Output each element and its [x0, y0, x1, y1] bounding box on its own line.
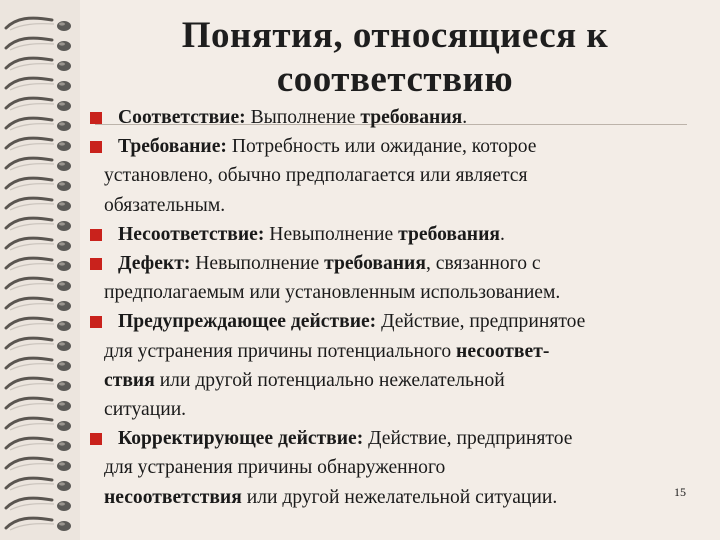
- term: Дефект:: [118, 253, 191, 275]
- term: Требование:: [118, 136, 227, 158]
- slide-title-line-1: Понятия, относящиеся к: [181, 15, 609, 56]
- binding-ring-icon: [4, 374, 78, 394]
- binding-ring-icon: [4, 334, 78, 354]
- binding-ring-icon: [4, 514, 78, 534]
- binding-ring-icon: [4, 74, 78, 94]
- binding-ring-icon: [4, 434, 78, 454]
- definition: Потребность или ожидание, которое: [226, 136, 537, 158]
- definition-emphasis: несоответствия: [104, 486, 242, 508]
- bullet-square-icon: [90, 229, 102, 241]
- binding-ring-icon: [4, 494, 78, 514]
- binding-ring-icon: [4, 454, 78, 474]
- binding-ring-icon: [4, 254, 78, 274]
- binding-ring-icon: [4, 114, 78, 134]
- binding-ring-icon: [4, 414, 78, 434]
- definition-continuation: [104, 483, 700, 512]
- binding-ring-icon: [4, 134, 78, 154]
- binding-ring-icon: [4, 394, 78, 414]
- definition-emphasis: требования: [398, 223, 500, 245]
- binding-ring-icon: [4, 54, 78, 74]
- definition-end: .: [499, 223, 505, 245]
- bullet-square-icon: [90, 316, 102, 328]
- definition-emphasis: требования: [324, 253, 426, 275]
- definition-continuation: ситуации.: [104, 399, 187, 421]
- binding-ring-icon: [4, 14, 78, 34]
- definition: Выполнение: [245, 107, 361, 128]
- slide-title-line-2: соответствию: [276, 59, 514, 100]
- bullet-square-icon: [90, 112, 102, 124]
- list-item: [90, 424, 700, 512]
- binding-ring-icon: [4, 474, 78, 494]
- definition-continuation: [104, 337, 700, 366]
- page-number: 15: [674, 485, 686, 499]
- definition: Невыполнение: [264, 223, 399, 245]
- binding-ring-icon: [4, 214, 78, 234]
- bullet-square-icon: [90, 258, 102, 270]
- definition-emphasis: требования: [360, 107, 463, 128]
- binding-ring-icon: [4, 174, 78, 194]
- definition-text: для устранения причины потенциального: [104, 340, 457, 362]
- definition-continuation: установлено, обычно предполагается или является: [104, 165, 528, 187]
- definition-continuation: предполагаемым или установленным использованием.: [104, 282, 561, 304]
- definition-continuation: для устранения причины обнаруженного: [104, 457, 446, 479]
- binding-ring-icon: [4, 34, 78, 54]
- term: Соответствие:: [118, 107, 246, 128]
- list-item: [90, 249, 700, 307]
- definition-text: или другой потенциально нежелательной: [154, 369, 505, 391]
- binding-ring-icon: [4, 234, 78, 254]
- list-item: [90, 103, 700, 132]
- definition-emphasis: ствия: [104, 369, 155, 391]
- binding-ring-icon: [4, 194, 78, 214]
- bullet-square-icon: [90, 433, 102, 445]
- spiral-binding: [0, 0, 80, 540]
- slide-title: [95, 14, 695, 102]
- definition-end: , связанного с: [425, 253, 541, 275]
- definition-end: .: [462, 107, 468, 128]
- binding-ring-icon: [4, 354, 78, 374]
- definition: Невыполнение: [190, 253, 325, 275]
- definitions-list: [90, 103, 700, 512]
- list-item: [90, 220, 700, 249]
- binding-ring-icon: [4, 94, 78, 114]
- definition: Действие, предпринятое: [363, 428, 573, 450]
- binding-ring-icon: [4, 294, 78, 314]
- term: Предупреждающее действие:: [118, 311, 377, 333]
- definition-continuation: обязательным.: [104, 194, 226, 216]
- bullet-square-icon: [90, 141, 102, 153]
- definition-continuation: [104, 366, 700, 395]
- binding-ring-icon: [4, 274, 78, 294]
- term: Корректирующее действие:: [118, 428, 364, 450]
- binding-ring-icon: [4, 314, 78, 334]
- definition-text: или другой нежелательной ситуации.: [241, 486, 558, 508]
- binding-ring-icon: [4, 154, 78, 174]
- definition-emphasis: несоответ-: [456, 340, 550, 362]
- list-item: [90, 307, 700, 424]
- definition: Действие, предпринятое: [376, 311, 586, 333]
- term: Несоответствие:: [118, 223, 265, 245]
- list-item: [90, 132, 700, 220]
